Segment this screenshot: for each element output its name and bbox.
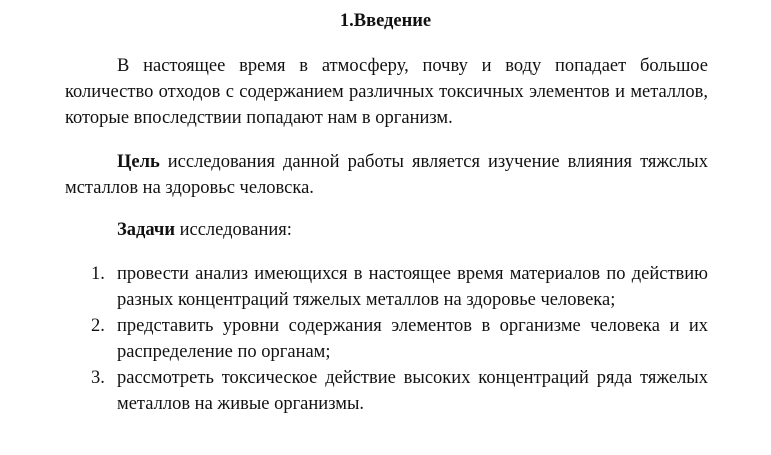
tasks-heading bbox=[65, 217, 708, 243]
list-item-number: 3. bbox=[91, 368, 105, 388]
list-item bbox=[65, 365, 708, 417]
list-item-number: 2. bbox=[91, 316, 105, 336]
intro-paragraph: В настоящее время в атмосферу, почву и воду попадает большое количество отходов с содержанием различных токсичных элементов и металлов, которые впоследствии попадают нам в организм. bbox=[65, 56, 708, 128]
goal-label: Цель bbox=[117, 152, 160, 172]
tasks-label: Задачи bbox=[117, 220, 175, 240]
tasks-list bbox=[65, 261, 708, 417]
goal-text: исследования данной работы является изучение влияния тяжслых мсталлов на здоровьс человска. bbox=[65, 152, 708, 198]
list-item bbox=[65, 261, 708, 313]
list-item-text: рассмотреть токсическое действие высоких концентраций ряда тяжелых металлов на живые организмы. bbox=[117, 368, 708, 414]
list-item-text: представить уровни содержания элементов в организме человека и их распределение по органам; bbox=[117, 316, 708, 362]
tasks-heading-text: исследования: bbox=[174, 220, 292, 240]
list-item-number: 1. bbox=[91, 264, 105, 284]
goal-paragraph bbox=[65, 149, 708, 201]
list-item-text: провести анализ имеющихся в настоящее время материалов по действию разных концентраций тяжелых металлов на здоровье человека; bbox=[117, 264, 708, 310]
list-item bbox=[65, 313, 708, 365]
section-title: 1.Введение bbox=[339, 11, 432, 31]
